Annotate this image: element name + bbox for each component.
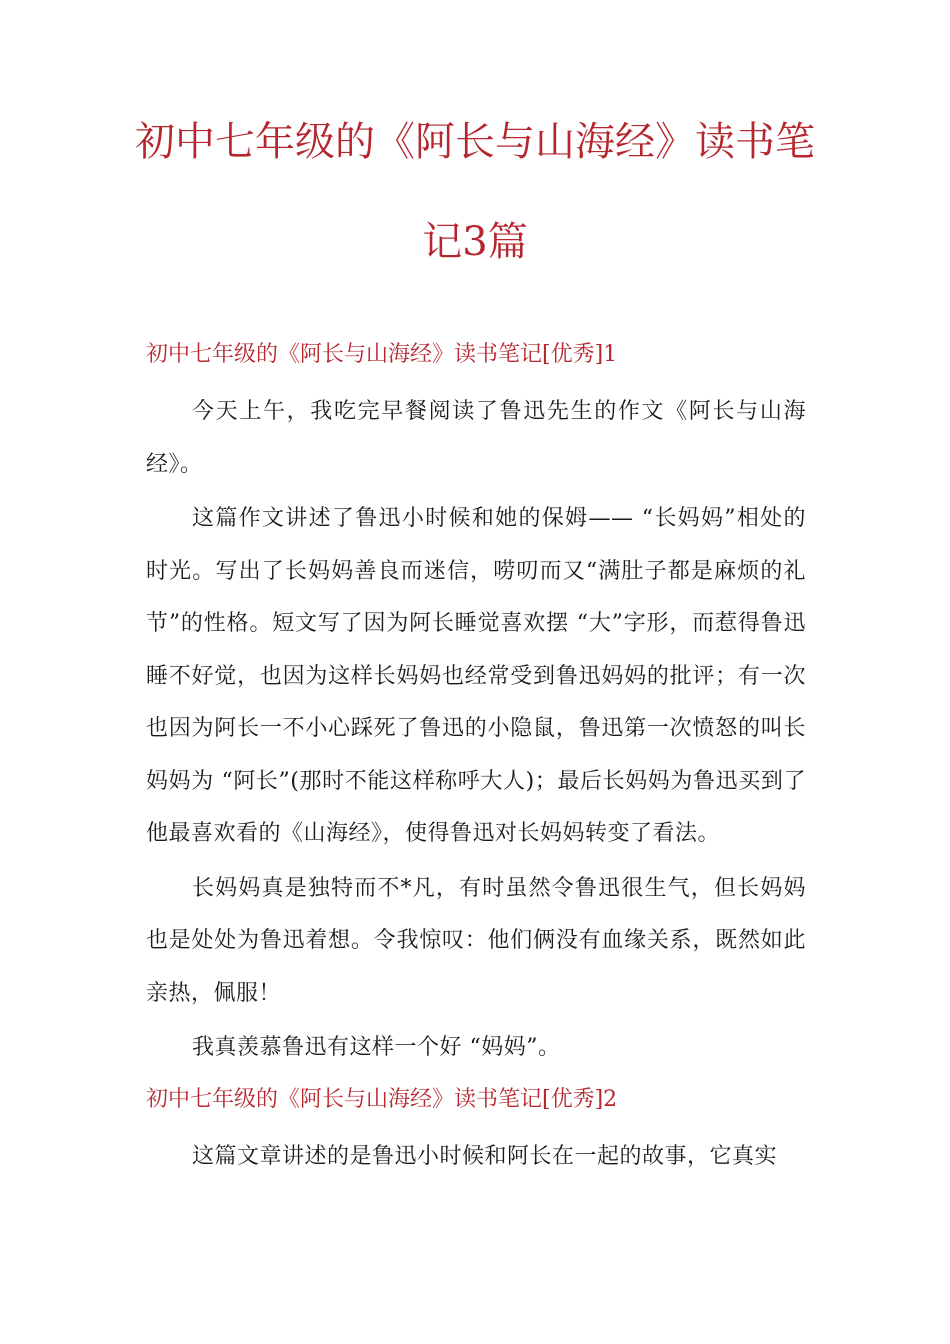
section-heading-2: 初中七年级的《阿长与山海经》读书笔记[优秀]2 [146,1086,618,1112]
section-1-paragraph-1: 今天上午，我吃完早餐阅读了鲁迅先生的作文《阿长与山海经》。 [146,399,806,477]
section-heading-1: 初中七年级的《阿长与山海经》读书笔记[优秀]1 [146,342,618,367]
section-1-paragraph-3: 长妈妈真是独特而不*凡，有时虽然令鲁迅很生气，但长妈妈也是处处为鲁迅着想。令我惊叹：他们俩没有血缘关系，既然如此亲热，佩服！ [146,875,806,1006]
section-1-paragraph-4: 我真羡慕鲁迅有这样一个好 “妈妈”。 [192,1035,561,1060]
document-title-line-2: 记3篇 [422,219,528,265]
document-title-line-1: 初中七年级的《阿长与山海经》读书笔 [135,119,815,165]
document-body [146,334,806,1183]
section-2-paragraph-1: 这篇文章讲述的是鲁迅小时候和阿长在一起的故事，它真实 [192,1143,778,1169]
section-1-paragraph-2: 这篇作文讲述了鲁迅小时候和她的保姆—— “长妈妈”相处的时光。写出了长妈妈善良而迷信，唠叨而又“满肚子都是麻烦的礼节”的性格。短文写了因为阿长睡觉喜欢摆 “大”字形，而惹得鲁迅睡不好觉，也因为这样长妈妈也经常受到鲁迅妈妈的批评；有一次也因为阿长一不小心踩死了鲁迅的小隐鼠，鲁迅第一次愤怒的叫长妈妈为 “阿长”(那时不能这样称呼大人)；最后长妈妈为鲁迅买到了他最喜欢看的《山海经》，使得鲁迅对长妈妈转变了看法。 [146,506,806,846]
